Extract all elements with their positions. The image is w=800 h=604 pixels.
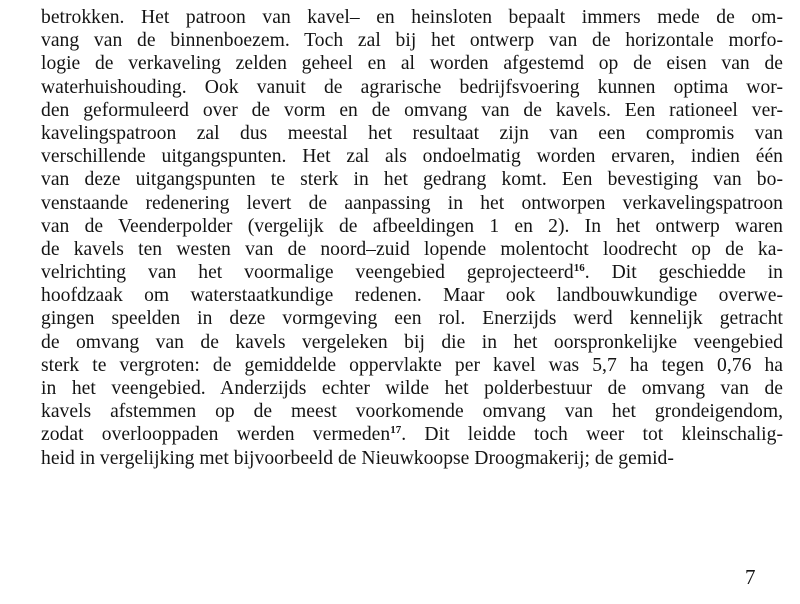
text-line-4: waterhuishouding. Ook vanuit de agrarische bedrijfsvoering kunnen optima wor- [41,76,783,98]
text-line-11: de kavels ten westen van de noord–zuid lopende molentocht loodrecht op de ka- [41,238,783,260]
text-line-12 [41,261,783,284]
text-line-10: van de Veenderpolder (vergelijk de afbeeldingen 1 en 2). In het ontwerp waren [41,215,783,237]
text-line-9: venstaande redenering levert de aanpassing in het ontworpen verkavelingspatroon [41,192,783,214]
document-body [41,6,783,470]
text-line-13: hoofdzaak om waterstaatkundige redenen. Maar ook landbouwkundige overwe- [41,285,783,307]
text-line-15: de omvang van de kavels vergeleken bij die in het oorspronkelijke veengebied [41,331,783,353]
text-line-6: kavelingspatroon zal dus meestal het resultaat zijn van een compromis van [41,122,783,144]
text-line-14: gingen speelden in deze vormgeving een rol. Enerzijds werd kennelijk getracht [41,308,783,330]
text-line-18: kavels afstemmen op de meest voorkomende omvang van het grondeigendom, [41,401,783,423]
footnote-marker-17: 17 [390,424,402,437]
text-line-1: betrokken. Het patroon van kavel– en heinsloten bepaalt immers mede de om- [41,7,783,28]
text-line-19-main: zodat overlooppaden werden vermeden [41,424,391,446]
text-line-16: sterk te vergroten: de gemiddelde oppervlakte per kavel was 5,7 ha tegen 0,76 ha [41,354,783,376]
text-line-3: logie de verkaveling zelden geheel en al worden afgestemd op de eisen van de [41,53,783,75]
text-line-8: van deze uitgangspunten te sterk in het gedrang komt. Een bevestiging van bo- [41,169,783,191]
text-line-12-rest: . Dit geschiedde in [584,262,784,284]
text-line-7: verschillende uitgangspunten. Het zal als ondoelmatig worden ervaren, indien één [41,146,783,168]
text-line-19 [41,423,783,446]
text-line-2: vang van de binnenboezem. Toch zal bij het ontwerp van de horizontale morfo- [41,30,783,52]
text-line-12-main: velrichting van het voormalige veengebied geprojecteerd [41,262,574,284]
page-number: 7 [745,565,756,589]
text-line-5: den geformuleerd over de vorm en de omvang van de kavels. Een rationeel ver- [41,99,783,121]
footnote-marker-16: 16 [573,262,585,275]
text-line-19-rest: . Dit leidde toch weer tot kleinschalig- [401,424,783,446]
text-line-20: heid in vergelijking met bijvoorbeeld de Nieuwkoopse Droogmakerij; de gemid- [41,447,674,469]
text-line-17: in het veengebied. Anderzijds echter wilde het polderbestuur de omvang van de [41,378,783,399]
